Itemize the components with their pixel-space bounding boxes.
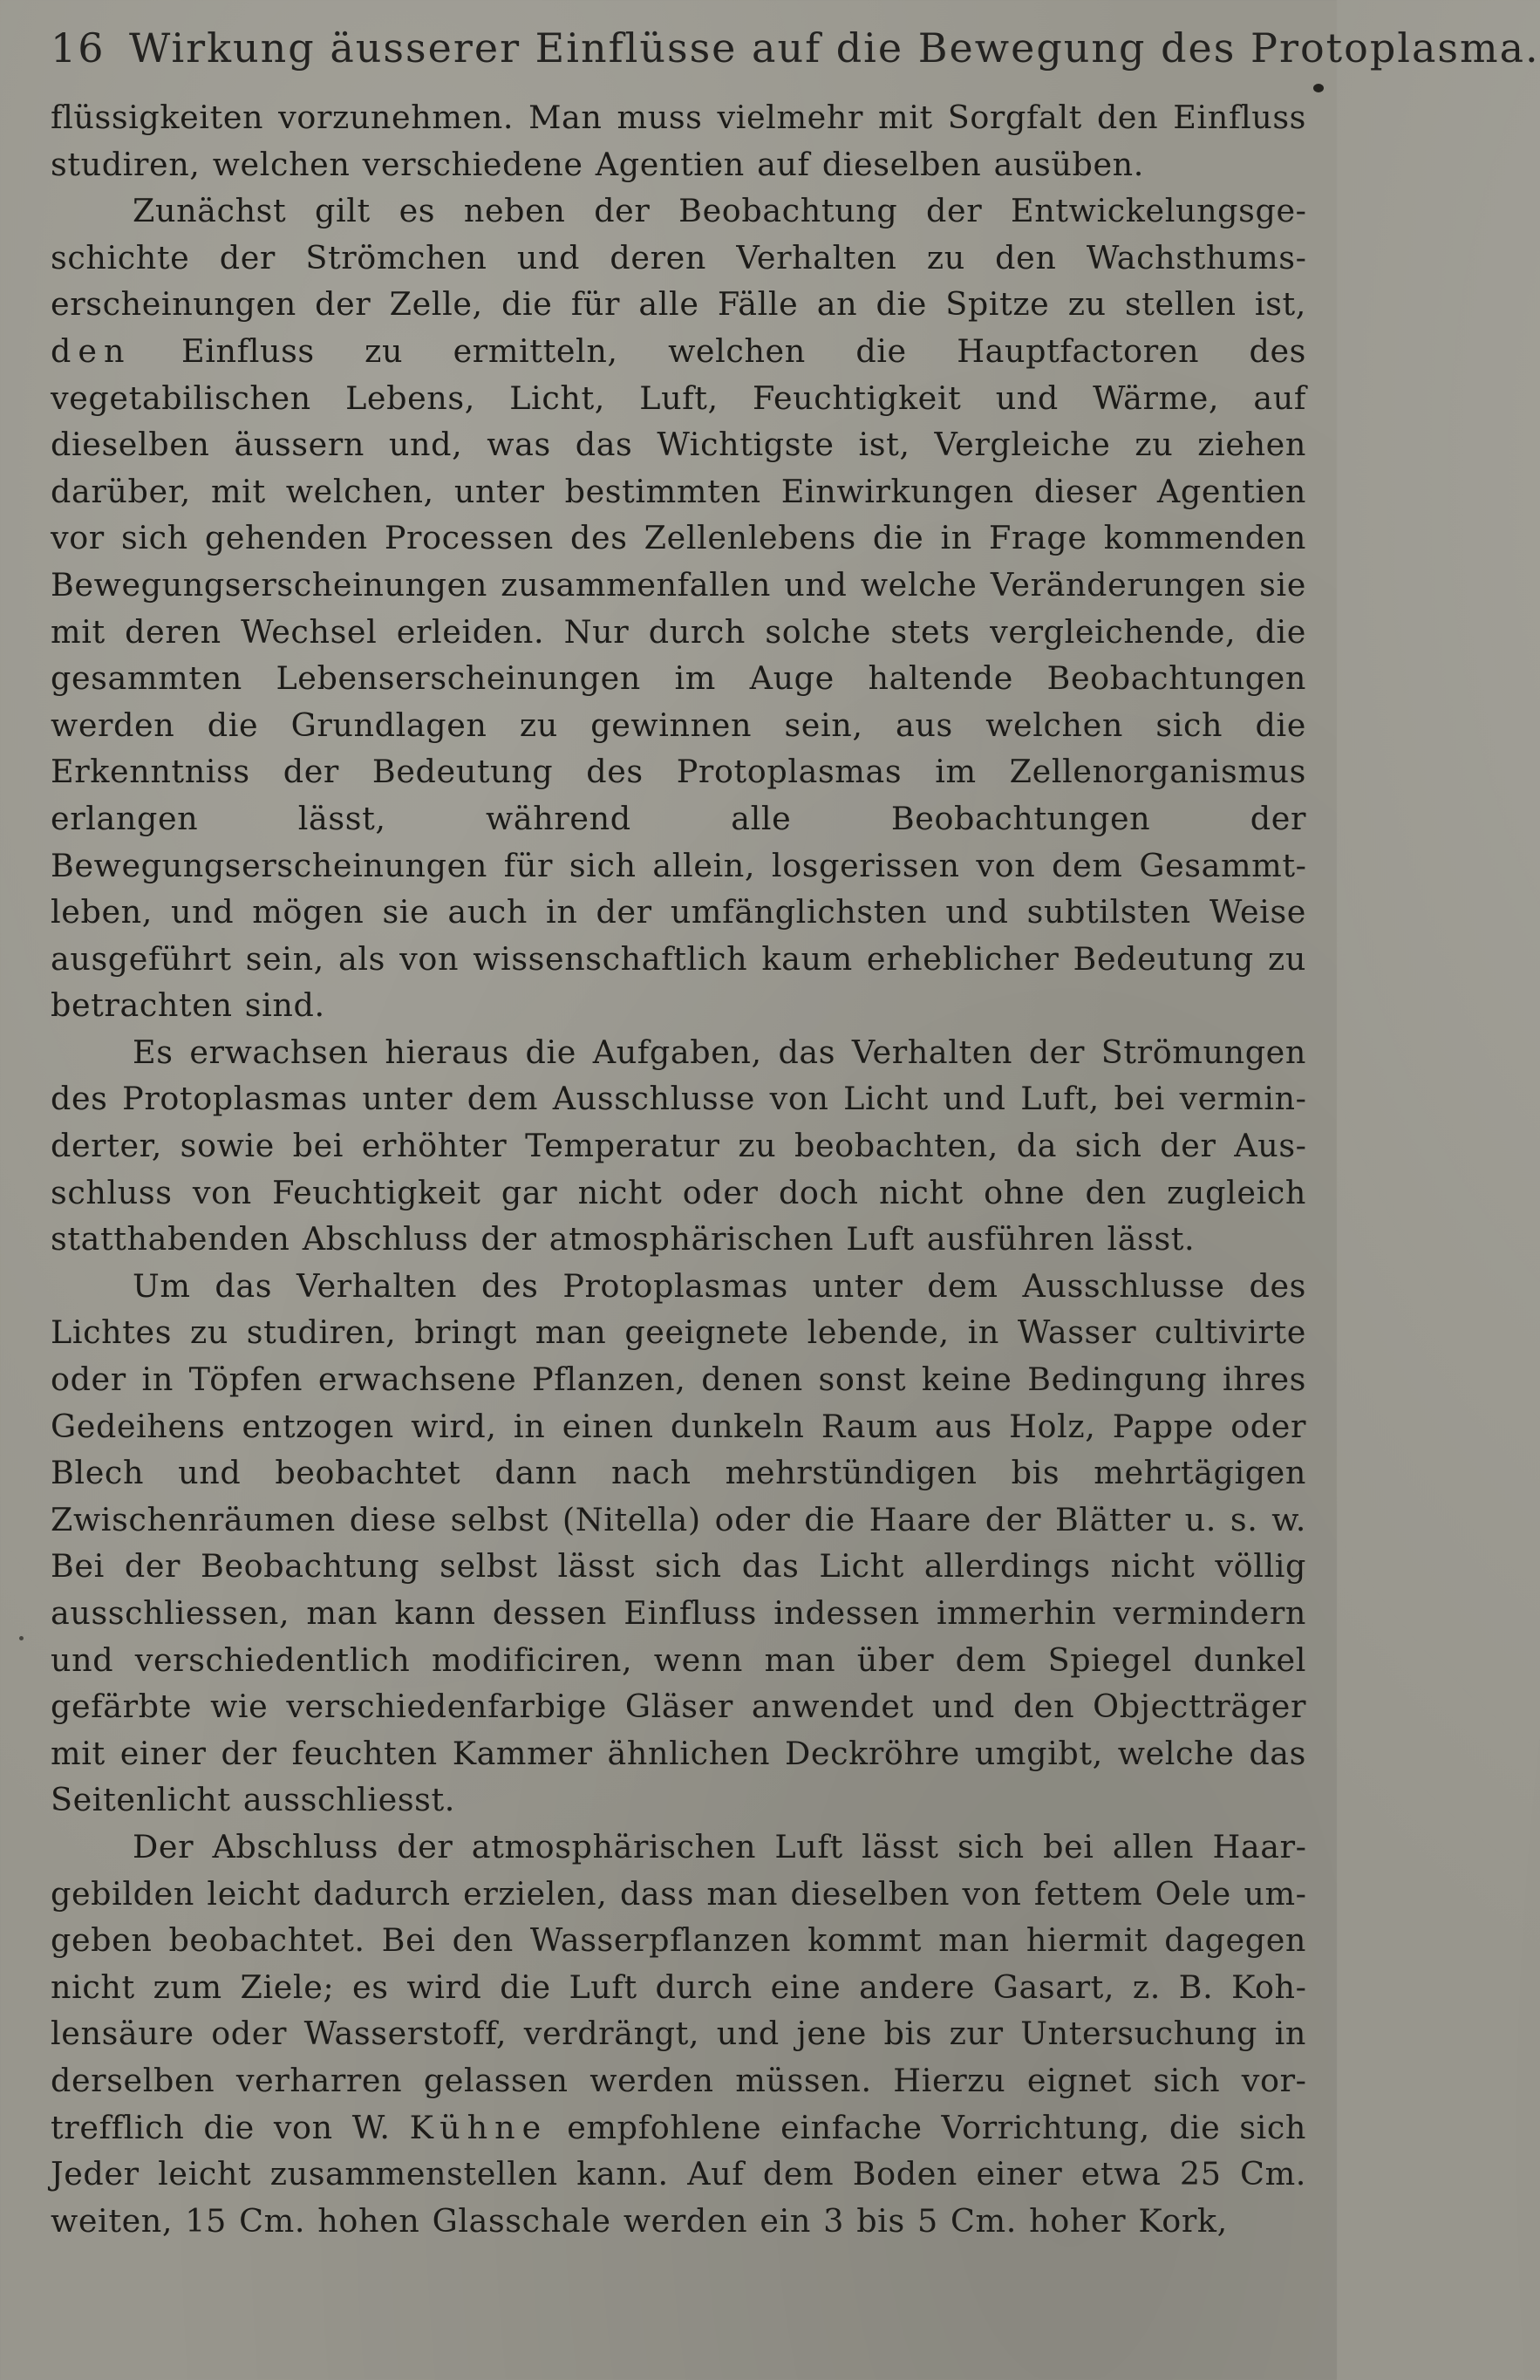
page-number: 16 (51, 24, 106, 72)
body-text (51, 94, 1306, 2244)
book-page (51, 24, 1540, 2244)
running-header (51, 24, 1540, 94)
paper-speck-left-margin (19, 1636, 24, 1640)
paragraph-2-text-after: Einfluss zu ermitteln, welchen die Hauptfactoren des vegetabilischen Lebens, Licht, Luft, Feuchtigkeit und Wärme, auf dieselben äussern und, was das Wichtigste ist, Vergleiche zu ziehen darüber, mit welchen, unter bestimmten Einwirkungen dieser Agentien vor sich gehenden Processen des Zellenlebens die in Frage kommenden Bewegungserscheinungen zusammenfallen und welche Veränderungen sie mit deren Wechsel erleiden. Nur durch solche stets vergleichende, die gesammten Lebenserscheinungen im Auge haltende Beobachtungen werden die Grundlagen zu gewinnen sein, aus welchen sich die Erkenntniss der Bedeutung des Protoplasmas im Zellenorganismus erlangen lässt, während alle Beobachtungen der Bewegungserscheinungen für sich allein, losgerissen von dem Gesammtleben, und mögen sie auch in der umfänglichsten und subtilsten Weise ausgeführt sein, als von wissenschaftlich kaum erheblicher Bedeutung zu betrachten sind. (51, 331, 1307, 1025)
running-title: Wirkung äusserer Einflüsse auf die Bewegung des Protoplasma. (129, 24, 1540, 72)
paragraph-1: flüssigkeiten vorzunehmen. Man muss vielmehr mit Sorgfalt den Einfluss studiren, welchen verschiedene Agentien auf dieselben ausüben. (51, 99, 1306, 183)
paragraph-5-text-before: Der Abschluss der atmosphärischen Luft lässt sich bei allen Haargebilden leicht dadurch erzielen, dass man dieselben von fettem Oele umgeben beobachtet. Bei den Wasserpflanzen kommt man hiermit dagegen nicht zum Ziele; es wird die Luft durch eine andere Gasart, z. B. Kohlensäure oder Wasserstoff, verdrängt, und jene bis zur Untersuchung in derselben verharren gelassen werden müssen. Hierzu eignet sich vortrefflich die von W. (51, 1827, 1306, 2146)
emphasized-name-kuehne: Kühne (409, 2108, 549, 2146)
paragraph-3: Es erwachsen hieraus die Aufgaben, das Verhalten der Strömungen des Protoplasmas unter dem Ausschlusse von Licht und Luft, bei verminderter, sowie bei erhöhter Temperatur zu beobachten, da sich der Ausschluss von Feuchtigkeit gar nicht oder doch nicht ohne den zugleich statthabenden Abschluss der atmosphärischen Luft ausführen lässt. (51, 1033, 1306, 1258)
paragraph-4: Um das Verhalten des Protoplasmas unter dem Ausschlusse des Lichtes zu studiren, bringt man geeignete lebende, in Wasser cultivirte oder in Töpfen erwachsene Pflanzen, denen sonst keine Bedingung ihres Gedeihens entzogen wird, in einen dunkeln Raum aus Holz, Pappe oder Blech und beobachtet dann nach mehrstündigen bis mehrtägigen Zwischenräumen diese selbst (Nitella) oder die Haare der Blätter u. s. w. Bei der Beobachtung selbst lässt sich das Licht allerdings nicht völlig ausschliessen, man kann dessen Einfluss indessen immerhin vermindern und verschiedentlich modificiren, wenn man über dem Spiegel dunkel gefärbte wie verschiedenfarbige Gläser anwendet und den Objectträger mit einer der feuchten Kammer ähnlichen Deckröhre umgibt, welche das Seitenlicht ausschliesst. (51, 1266, 1306, 1819)
paragraph-5-text-after: empfohlene einfache Vorrichtung, die sich Jeder leicht zusammenstellen kann. Auf dem Boden einer etwa 25 Cm. weiten, 15 Cm. hohen Glasschale werden ein 3 bis 5 Cm. hoher Kork, (51, 2108, 1307, 2240)
paragraph-2 (51, 188, 1306, 1029)
emphasized-word-den: den (51, 331, 132, 370)
paper-speck-top-right (1313, 84, 1324, 92)
paragraph-2-text-before: Zunächst gilt es neben der Beobachtung der Entwickelungsgeschichte der Strömchen und deren Verhalten zu den Wachsthumserscheinungen der Zelle, die für alle Fälle an die Spitze zu stellen ist, (51, 192, 1306, 324)
paragraph-5 (51, 1824, 1306, 2244)
